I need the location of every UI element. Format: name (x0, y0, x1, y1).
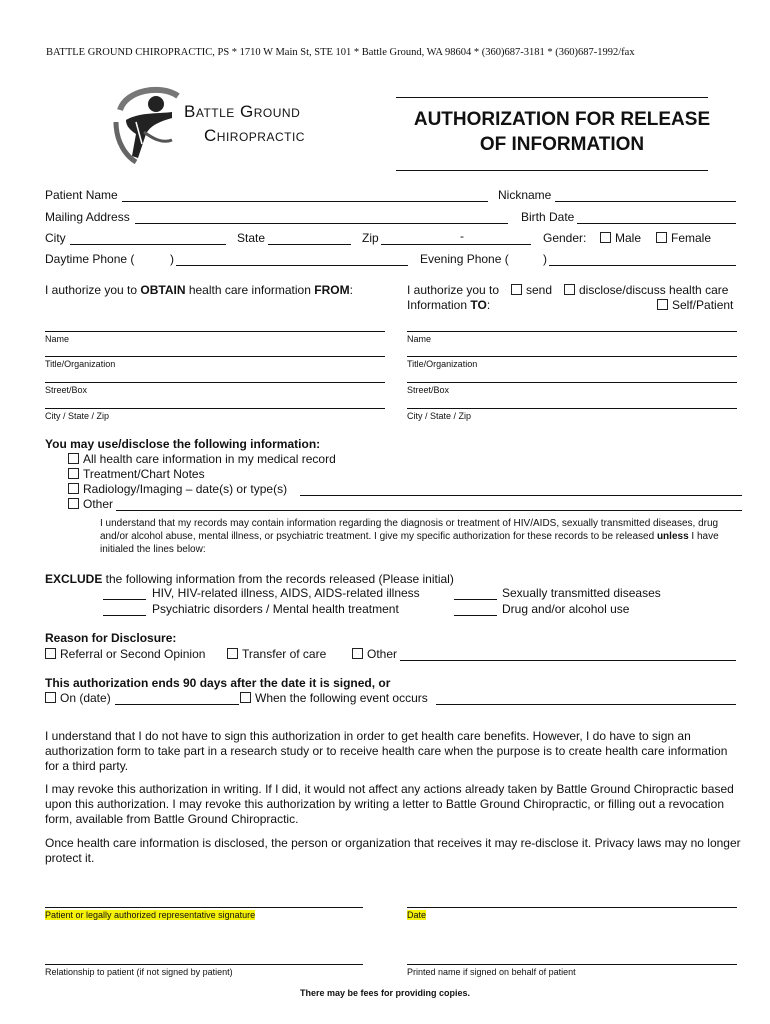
reason-other-checkbox[interactable] (352, 648, 363, 659)
from-street-line[interactable] (45, 382, 385, 383)
birth-date-field[interactable] (577, 211, 736, 224)
gender-female[interactable] (656, 231, 711, 245)
use-disclose-heading: You may use/disclose the following information: (45, 437, 321, 451)
ends-on-date[interactable]: On (date) (45, 691, 111, 705)
from-street-label: Street/Box (45, 385, 88, 395)
zip-label: Zip (362, 231, 379, 245)
to-name-line[interactable] (407, 331, 737, 332)
on-date-checkbox[interactable] (45, 692, 56, 703)
to-street-line[interactable] (407, 382, 737, 383)
to-name-label: Name (407, 334, 432, 344)
ends-date-field[interactable] (115, 692, 239, 705)
radiology-checkbox[interactable] (68, 483, 79, 494)
referral-checkbox[interactable] (45, 648, 56, 659)
form-title (396, 107, 728, 157)
signature-label: Patient or legally authorized representative signature (45, 910, 256, 920)
expiration-heading: This authorization ends 90 days after the date it is signed, or (45, 676, 391, 690)
use-option-radiology[interactable]: Radiology/Imaging – date(s) or type(s) (68, 482, 287, 496)
exclude-drug-label: Drug and/or alcohol use (502, 602, 630, 616)
mailing-address-field[interactable] (135, 211, 508, 224)
daytime-phone-label: Daytime Phone ( (45, 252, 135, 266)
radiology-field[interactable] (300, 483, 742, 496)
from-name-label: Name (45, 334, 70, 344)
male-label: Male (615, 231, 642, 245)
printed-name-label: Printed name if signed on behalf of patient (407, 967, 576, 977)
nickname-field[interactable] (555, 189, 736, 202)
date-label: Date (407, 910, 427, 920)
practice-header: BATTLE GROUND CHIROPRACTIC, PS * 1710 W Main St, STE 101 * Battle Ground, WA 98604 * (360)687-3181 * (360)687-1992/fax (46, 47, 635, 58)
title-line-1: AUTHORIZATION FOR RELEASE (413, 109, 711, 130)
to-city-line[interactable] (407, 408, 737, 409)
from-city-line[interactable] (45, 408, 385, 409)
self-patient-checkbox[interactable] (657, 299, 668, 310)
psych-initial-field[interactable] (103, 603, 146, 616)
daytime-phone-paren: ) (170, 252, 174, 266)
disclose-label: disclose/discuss health care (579, 283, 729, 297)
exclude-hiv-label: HIV, HIV-related illness, AIDS, AIDS-related illness (152, 586, 420, 600)
gender-label: Gender: (543, 231, 587, 245)
reason-transfer[interactable]: Transfer of care (227, 647, 326, 661)
disclose-checkbox[interactable] (564, 284, 575, 295)
state-label: State (237, 231, 266, 245)
to-title-label: Title/Organization (407, 359, 478, 369)
reason-other-field[interactable] (400, 648, 736, 661)
redisclose-paragraph: Once health care information is disclosed, the person or organization that receives it may re-disclose it. Privacy laws may no longer protect it. (45, 836, 741, 865)
female-checkbox[interactable] (656, 232, 667, 243)
date-line[interactable] (407, 907, 737, 908)
signature-line[interactable] (45, 907, 363, 908)
reason-heading: Reason for Disclosure: (45, 631, 177, 645)
event-checkbox[interactable] (240, 692, 251, 703)
zip-field[interactable] (381, 232, 531, 245)
evening-phone-paren: ) (543, 252, 547, 266)
printed-name-line[interactable] (407, 964, 737, 965)
reason-other[interactable]: Other (352, 647, 397, 661)
use-option-other[interactable]: Other (68, 497, 113, 511)
state-field[interactable] (268, 232, 351, 245)
use-option-all[interactable]: All health care information in my medical record (68, 452, 336, 466)
relationship-label: Relationship to patient (if not signed by patient) (45, 967, 233, 977)
from-title-line[interactable] (45, 356, 385, 357)
city-field[interactable] (70, 232, 226, 245)
mailing-address-label: Mailing Address (45, 210, 130, 224)
disclose-option[interactable] (564, 283, 728, 297)
to-title-line[interactable] (407, 356, 737, 357)
gender-male[interactable] (600, 231, 641, 245)
title-line-2: OF INFORMATION (479, 134, 645, 155)
disclose-to-text: I authorize you to (407, 283, 500, 297)
logo-line-1: Battle Ground (184, 102, 301, 121)
fees-note: There may be fees for providing copies. (299, 988, 471, 998)
drug-initial-field[interactable] (454, 603, 497, 616)
exclude-heading: EXCLUDE the following information from the records released (Please initial) (45, 572, 454, 586)
city-label: City (45, 231, 66, 245)
nickname-label: Nickname (498, 188, 552, 202)
chiropractic-figure-logo (106, 82, 186, 172)
transfer-checkbox[interactable] (227, 648, 238, 659)
ends-event-field[interactable] (436, 692, 736, 705)
benefits-paragraph: I understand that I do not have to sign this authorization in order to get health care benefits. However, I do have to sign an authorization form to take part in a research study or to receive health care when the purpose is to create health care information for a third party. (45, 729, 728, 773)
evening-phone-label: Evening Phone ( (420, 252, 509, 266)
all-records-checkbox[interactable] (68, 453, 79, 464)
exclude-std-label: Sexually transmitted diseases (502, 586, 661, 600)
use-option-treatment[interactable]: Treatment/Chart Notes (68, 467, 205, 481)
evening-phone-field[interactable] (549, 253, 736, 266)
other-info-field[interactable] (116, 498, 742, 511)
relationship-line[interactable] (45, 964, 363, 965)
patient-name-field[interactable] (122, 189, 488, 202)
send-checkbox[interactable] (511, 284, 522, 295)
daytime-phone-field[interactable] (176, 253, 408, 266)
revoke-paragraph: I may revoke this authorization in writing. If I did, it would not affect any actions already taken by Battle Ground Chiropractic based upon this authorization. I may revoke this authorization by writing a letter to Battle Ground Chiropractic, or filling out a revocation form, available from Battle Ground Chiropractic. (45, 782, 734, 826)
reason-referral[interactable]: Referral or Second Opinion (45, 647, 205, 661)
sensitive-records-note: I understand that my records may contain information regarding the diagnosis or treatment of HIV/AIDS, sexually transmitted diseases, drug and/or alcohol abuse, mental illness, or psychiatric treatment. I give my specific authorization for these records to be released unless I have initialed the lines below: (100, 518, 719, 555)
ends-event[interactable]: When the following event occurs (240, 691, 428, 705)
other-info-checkbox[interactable] (68, 498, 79, 509)
std-initial-field[interactable] (454, 587, 497, 600)
zip-dash: - (460, 229, 464, 243)
from-city-label: City / State / Zip (45, 411, 110, 421)
female-label: Female (671, 231, 712, 245)
send-option[interactable] (511, 283, 552, 297)
self-patient-option[interactable] (657, 298, 733, 312)
male-checkbox[interactable] (600, 232, 611, 243)
obtain-from-text: I authorize you to OBTAIN health care information FROM: (45, 283, 353, 297)
hiv-initial-field[interactable] (103, 587, 146, 600)
send-label: send (526, 283, 553, 297)
birth-date-label: Birth Date (521, 210, 575, 224)
to-street-label: Street/Box (407, 385, 450, 395)
self-patient-label: Self/Patient (672, 298, 734, 312)
information-to-text: Information TO: (407, 298, 491, 312)
exclude-psych-label: Psychiatric disorders / Mental health treatment (152, 602, 399, 616)
logo-line-2: Chiropractic (204, 126, 305, 145)
patient-name-label: Patient Name (45, 188, 118, 202)
practice-logo (106, 82, 316, 172)
treatment-notes-checkbox[interactable] (68, 468, 79, 479)
to-city-label: City / State / Zip (407, 411, 472, 421)
from-name-line[interactable] (45, 331, 385, 332)
from-title-label: Title/Organization (45, 359, 116, 369)
